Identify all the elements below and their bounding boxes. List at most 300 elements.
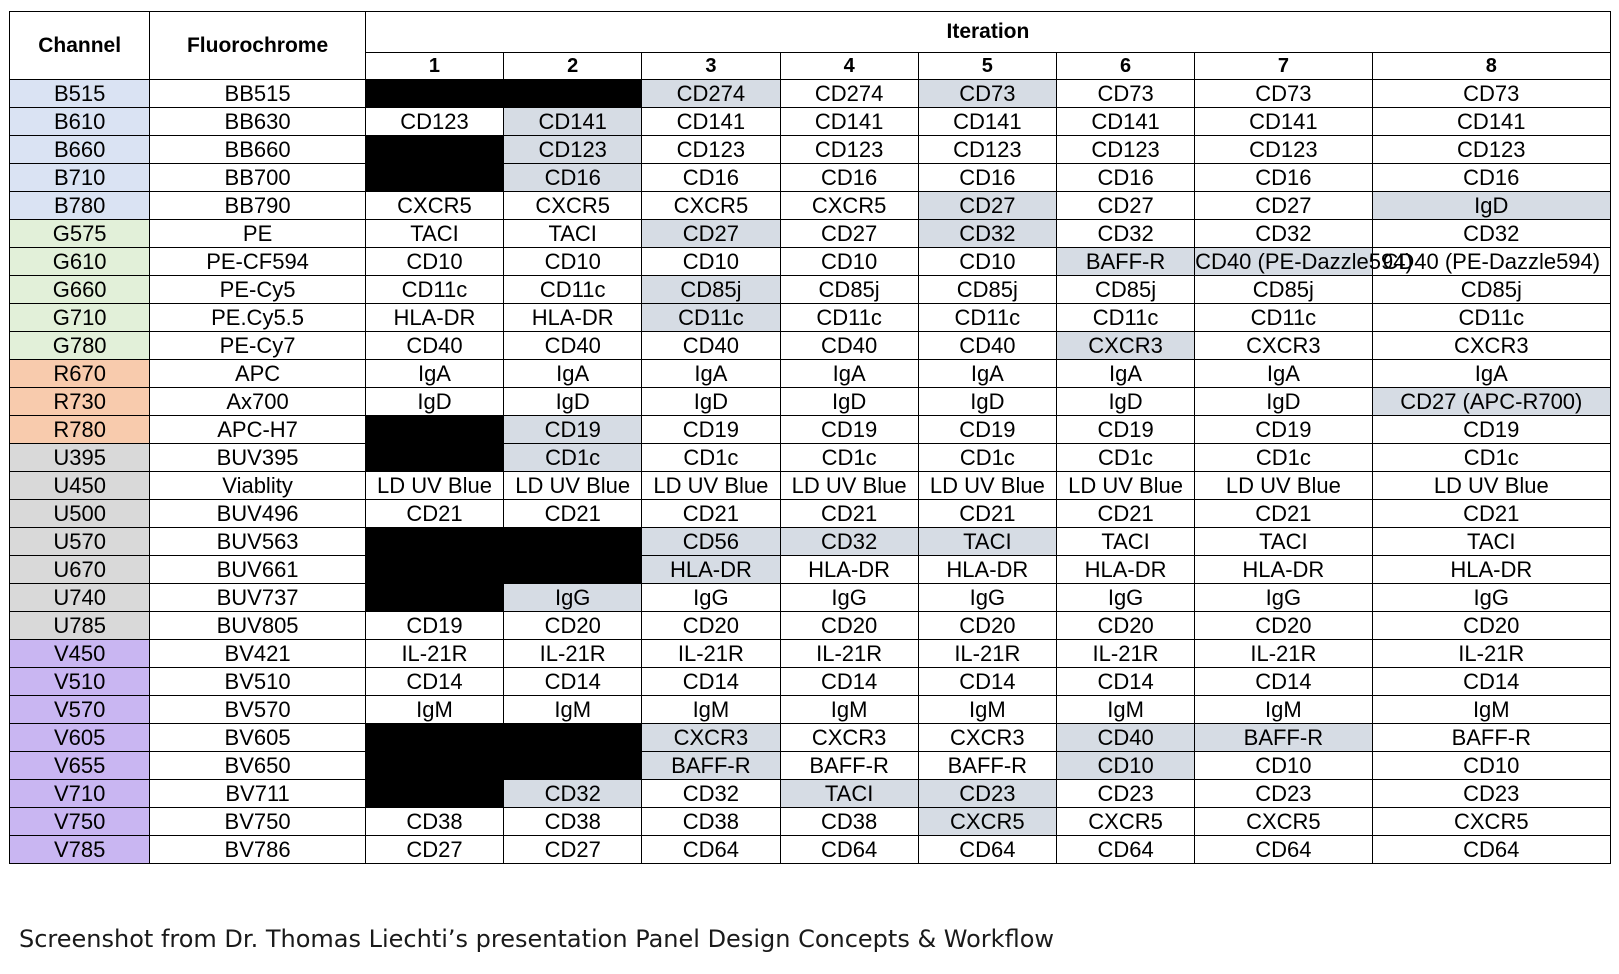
channel-cell: B660	[10, 136, 150, 164]
marker-cell: CD27	[1195, 192, 1372, 220]
fluorochrome-cell: BB630	[150, 108, 366, 136]
fluorochrome-cell: PE-Cy5	[150, 276, 366, 304]
empty-slot-cell	[504, 752, 642, 780]
table-row	[10, 388, 1611, 416]
marker-cell-changed: CD19	[504, 416, 642, 444]
marker-cell: IL-21R	[918, 640, 1056, 668]
fluorochrome-cell: BUV395	[150, 444, 366, 472]
marker-cell-changed: CD40 (PE-Dazzle594)	[1195, 248, 1413, 274]
marker-cell: CD21	[504, 500, 642, 528]
marker-cell-changed: IgD	[1372, 192, 1610, 220]
marker-cell-changed: CD1c	[504, 444, 642, 472]
marker-cell: CD64	[1195, 836, 1372, 864]
marker-cell-changed: CD10	[1056, 752, 1194, 780]
table-row	[10, 80, 1611, 108]
marker-cell: CD10	[918, 248, 1056, 276]
marker-cell: CD27	[780, 220, 918, 248]
marker-cell-changed: CXCR3	[1056, 332, 1194, 360]
marker-cell-changed: HLA-DR	[642, 556, 780, 584]
marker-cell: CD27	[504, 836, 642, 864]
empty-slot-cell	[365, 528, 503, 556]
header-iteration-2: 2	[504, 53, 642, 80]
marker-cell: IgD	[1195, 388, 1372, 416]
fluorochrome-cell: PE	[150, 220, 366, 248]
fluorochrome-cell: BB660	[150, 136, 366, 164]
empty-slot-cell	[365, 780, 503, 808]
marker-cell-changed: BAFF-R	[642, 752, 780, 780]
marker-cell: CD19	[918, 416, 1056, 444]
marker-cell: IgM	[365, 696, 503, 724]
marker-cell: IgM	[504, 696, 642, 724]
marker-cell: IgM	[642, 696, 780, 724]
channel-cell: R730	[10, 388, 150, 416]
empty-slot-cell	[365, 416, 503, 444]
marker-cell: CD16	[918, 164, 1056, 192]
marker-cell: HLA-DR	[504, 304, 642, 332]
fluorochrome-cell: APC-H7	[150, 416, 366, 444]
marker-cell: HLA-DR	[918, 556, 1056, 584]
channel-cell: U570	[10, 528, 150, 556]
header-iteration-5: 5	[918, 53, 1056, 80]
marker-cell: CD21	[1372, 500, 1610, 528]
fluorochrome-cell: BV510	[150, 668, 366, 696]
header-iteration-8: 8	[1372, 53, 1610, 80]
channel-cell: R670	[10, 360, 150, 388]
fluorochrome-cell: BV650	[150, 752, 366, 780]
marker-cell: CD10	[1195, 752, 1372, 780]
marker-cell: LD UV Blue	[1372, 472, 1610, 500]
channel-cell: V655	[10, 752, 150, 780]
marker-cell: CD16	[1195, 164, 1372, 192]
marker-cell: CD123	[1372, 136, 1610, 164]
marker-cell: IgG	[1195, 584, 1372, 612]
table-row	[10, 836, 1611, 864]
fluorochrome-cell: BUV563	[150, 528, 366, 556]
source-caption: Screenshot from Dr. Thomas Liechti’s presentation Panel Design Concepts & Workflow	[19, 925, 1054, 953]
marker-cell-changed: CD85j	[642, 276, 780, 304]
marker-cell: CD14	[642, 668, 780, 696]
header-iteration-7: 7	[1195, 53, 1372, 80]
marker-cell: CD20	[642, 612, 780, 640]
fluorochrome-cell: BB790	[150, 192, 366, 220]
table-row	[10, 248, 1611, 276]
marker-cell: CD1c	[1372, 444, 1610, 472]
marker-cell: CD73	[1056, 80, 1194, 108]
table-row	[10, 752, 1611, 780]
channel-cell: U670	[10, 556, 150, 584]
marker-cell: CD20	[1372, 612, 1610, 640]
fluorochrome-cell: BV421	[150, 640, 366, 668]
marker-cell: CD10	[365, 248, 503, 276]
marker-cell: IgD	[642, 388, 780, 416]
channel-cell: B515	[10, 80, 150, 108]
marker-cell: CD20	[918, 612, 1056, 640]
marker-cell: IgA	[365, 360, 503, 388]
marker-cell: CXCR3	[1195, 332, 1372, 360]
marker-cell: HLA-DR	[365, 304, 503, 332]
channel-cell: V570	[10, 696, 150, 724]
channel-cell: R780	[10, 416, 150, 444]
empty-slot-cell	[504, 80, 642, 108]
marker-cell: LD UV Blue	[780, 472, 918, 500]
marker-cell: IL-21R	[504, 640, 642, 668]
marker-cell: LD UV Blue	[1195, 472, 1372, 500]
table-row	[10, 164, 1611, 192]
marker-cell: IgM	[1195, 696, 1372, 724]
table-header	[10, 12, 1611, 80]
marker-cell: CD141	[1056, 108, 1194, 136]
marker-cell: IgD	[365, 388, 503, 416]
marker-cell: BAFF-R	[918, 752, 1056, 780]
marker-cell: CD16	[1372, 164, 1610, 192]
marker-cell: CD123	[780, 136, 918, 164]
marker-cell: BAFF-R	[780, 752, 918, 780]
marker-cell: IgD	[780, 388, 918, 416]
table-row	[10, 304, 1611, 332]
empty-slot-cell	[504, 556, 642, 584]
marker-cell: LD UV Blue	[918, 472, 1056, 500]
table-row	[10, 192, 1611, 220]
marker-cell: CD123	[1056, 136, 1194, 164]
marker-cell: CD40	[365, 332, 503, 360]
fluorochrome-cell: BUV661	[150, 556, 366, 584]
marker-cell: IgA	[504, 360, 642, 388]
marker-cell: IgM	[1372, 696, 1610, 724]
table-row	[10, 220, 1611, 248]
channel-cell: B710	[10, 164, 150, 192]
table-row	[10, 808, 1611, 836]
marker-cell: CD16	[1056, 164, 1194, 192]
marker-cell: LD UV Blue	[1056, 472, 1194, 500]
fluorochrome-cell: Ax700	[150, 388, 366, 416]
marker-cell: CD1c	[1195, 444, 1372, 472]
marker-cell: IgA	[1195, 360, 1372, 388]
marker-cell: IL-21R	[1056, 640, 1194, 668]
marker-cell-changed: CD16	[504, 164, 642, 192]
channel-cell: G710	[10, 304, 150, 332]
marker-cell: CD141	[918, 108, 1056, 136]
empty-slot-cell	[365, 136, 503, 164]
marker-cell: HLA-DR	[780, 556, 918, 584]
marker-cell: CD32	[642, 780, 780, 808]
marker-cell: CD21	[642, 500, 780, 528]
marker-cell-changed: CD27	[642, 220, 780, 248]
marker-cell: IL-21R	[780, 640, 918, 668]
table-row	[10, 640, 1611, 668]
marker-cell: CXCR5	[780, 192, 918, 220]
table-row	[10, 108, 1611, 136]
table-row	[10, 556, 1611, 584]
fluorochrome-cell: PE-CF594	[150, 248, 366, 276]
marker-cell: TACI	[1372, 528, 1610, 556]
marker-cell-changed: CD141	[504, 108, 642, 136]
marker-cell-changed: CXCR3	[642, 724, 780, 752]
fluorochrome-cell: PE.Cy5.5	[150, 304, 366, 332]
table-row	[10, 416, 1611, 444]
fluorochrome-cell: BV711	[150, 780, 366, 808]
marker-cell: TACI	[1056, 528, 1194, 556]
marker-cell-changed: TACI	[780, 780, 918, 808]
marker-cell: CD14	[1195, 668, 1372, 696]
channel-cell: V785	[10, 836, 150, 864]
marker-cell: CXCR5	[1195, 808, 1372, 836]
header-iteration-1: 1	[365, 53, 503, 80]
marker-cell: IgG	[1056, 584, 1194, 612]
channel-cell: U500	[10, 500, 150, 528]
table-row	[10, 332, 1611, 360]
table-row	[10, 472, 1611, 500]
empty-slot-cell	[365, 724, 503, 752]
marker-cell: IgA	[1056, 360, 1194, 388]
marker-cell-changed: CD32	[918, 220, 1056, 248]
marker-cell: CD20	[504, 612, 642, 640]
marker-cell: IL-21R	[365, 640, 503, 668]
marker-cell: CD11c	[504, 276, 642, 304]
marker-cell: CD14	[780, 668, 918, 696]
header-iteration-3: 3	[642, 53, 780, 80]
marker-cell: CD11c	[918, 304, 1056, 332]
marker-cell: CD16	[780, 164, 918, 192]
marker-cell: CD19	[365, 612, 503, 640]
marker-cell: LD UV Blue	[504, 472, 642, 500]
channel-cell: V605	[10, 724, 150, 752]
marker-cell: CD11c	[1372, 304, 1610, 332]
marker-cell: CD21	[1056, 500, 1194, 528]
fluorochrome-cell: BV570	[150, 696, 366, 724]
marker-cell: CD11c	[1195, 304, 1372, 332]
marker-cell: CD20	[780, 612, 918, 640]
marker-cell: CD1c	[918, 444, 1056, 472]
channel-cell: G575	[10, 220, 150, 248]
panel-design-table-container	[9, 11, 1611, 864]
marker-cell: CD85j	[1195, 276, 1372, 304]
marker-cell: CD19	[1372, 416, 1610, 444]
marker-cell: CD40 (PE-Dazzle594)	[1372, 248, 1610, 276]
marker-cell: CD14	[1372, 668, 1610, 696]
marker-cell: IgG	[1372, 584, 1610, 612]
table-row	[10, 780, 1611, 808]
fluorochrome-cell: PE-Cy7	[150, 332, 366, 360]
fluorochrome-cell: BB700	[150, 164, 366, 192]
marker-cell: CD40	[504, 332, 642, 360]
table-body	[10, 80, 1611, 864]
marker-cell-changed: CD23	[918, 780, 1056, 808]
channel-cell: U395	[10, 444, 150, 472]
marker-cell: IL-21R	[1195, 640, 1372, 668]
marker-cell: CXCR3	[1372, 332, 1610, 360]
header-iteration: Iteration	[365, 12, 1610, 53]
marker-cell: CD64	[780, 836, 918, 864]
marker-cell: CD1c	[780, 444, 918, 472]
fluorochrome-cell: BUV496	[150, 500, 366, 528]
marker-cell: IgM	[918, 696, 1056, 724]
marker-cell: CD11c	[780, 304, 918, 332]
fluorochrome-cell: APC	[150, 360, 366, 388]
marker-cell: CD40	[642, 332, 780, 360]
marker-cell-changed: CD27	[918, 192, 1056, 220]
marker-cell: IgG	[918, 584, 1056, 612]
marker-cell: CD21	[780, 500, 918, 528]
marker-cell: BAFF-R	[1372, 724, 1610, 752]
marker-cell-changed: CD11c	[642, 304, 780, 332]
empty-slot-cell	[365, 164, 503, 192]
marker-cell-changed: CD274	[642, 80, 780, 108]
marker-cell: CD14	[918, 668, 1056, 696]
marker-cell: CXCR5	[504, 192, 642, 220]
marker-cell: CD141	[780, 108, 918, 136]
marker-cell: CD14	[365, 668, 503, 696]
marker-cell: CD20	[1195, 612, 1372, 640]
marker-cell-changed: BAFF-R	[1195, 724, 1372, 752]
marker-cell: IgA	[1372, 360, 1610, 388]
empty-slot-cell	[365, 584, 503, 612]
marker-cell-changed: CD56	[642, 528, 780, 556]
marker-cell: CD19	[642, 416, 780, 444]
marker-cell: CD21	[1195, 500, 1372, 528]
marker-cell: CD10	[1372, 752, 1610, 780]
empty-slot-cell	[365, 444, 503, 472]
marker-cell: HLA-DR	[1056, 556, 1194, 584]
marker-cell: CD73	[1372, 80, 1610, 108]
marker-cell: CD85j	[1372, 276, 1610, 304]
marker-cell: IgA	[642, 360, 780, 388]
marker-cell: CD16	[642, 164, 780, 192]
marker-cell: CD23	[1195, 780, 1372, 808]
table-row	[10, 276, 1611, 304]
marker-cell: CD64	[918, 836, 1056, 864]
channel-cell: B780	[10, 192, 150, 220]
marker-cell: IL-21R	[1372, 640, 1610, 668]
channel-cell: G610	[10, 248, 150, 276]
marker-cell: CD40	[918, 332, 1056, 360]
marker-cell: CD10	[642, 248, 780, 276]
table-row	[10, 360, 1611, 388]
channel-cell: U450	[10, 472, 150, 500]
table-row	[10, 500, 1611, 528]
table-row	[10, 528, 1611, 556]
marker-cell: CD85j	[918, 276, 1056, 304]
marker-cell: CD21	[918, 500, 1056, 528]
marker-cell: CD274	[780, 80, 918, 108]
header-iteration-4: 4	[780, 53, 918, 80]
marker-cell: CD27	[1056, 192, 1194, 220]
fluorochrome-cell: BV605	[150, 724, 366, 752]
marker-cell: CD10	[504, 248, 642, 276]
header-channel: Channel	[10, 12, 150, 80]
marker-cell: TACI	[504, 220, 642, 248]
marker-cell: CD64	[1372, 836, 1610, 864]
marker-cell: CD23	[1056, 780, 1194, 808]
channel-cell: U785	[10, 612, 150, 640]
marker-cell: CD21	[365, 500, 503, 528]
marker-cell: CD123	[365, 108, 503, 136]
channel-cell: G660	[10, 276, 150, 304]
marker-cell: CD123	[918, 136, 1056, 164]
marker-cell: CD10	[780, 248, 918, 276]
marker-cell-changed: CD32	[504, 780, 642, 808]
header-fluorochrome: Fluorochrome	[150, 12, 366, 80]
header-iteration-6: 6	[1056, 53, 1194, 80]
marker-cell: CD1c	[642, 444, 780, 472]
marker-cell: CD1c	[1056, 444, 1194, 472]
channel-cell: B610	[10, 108, 150, 136]
marker-cell: TACI	[1195, 528, 1372, 556]
table-row	[10, 668, 1611, 696]
marker-cell: CD32	[1195, 220, 1372, 248]
marker-cell: CD38	[780, 808, 918, 836]
marker-cell: CD11c	[365, 276, 503, 304]
marker-cell: LD UV Blue	[365, 472, 503, 500]
channel-cell: V710	[10, 780, 150, 808]
marker-cell: CD32	[1372, 220, 1610, 248]
marker-cell: CD141	[642, 108, 780, 136]
marker-cell-changed: CD40	[1056, 724, 1194, 752]
empty-slot-cell	[504, 724, 642, 752]
marker-cell: IgD	[504, 388, 642, 416]
marker-cell-changed: BAFF-R	[1056, 248, 1194, 276]
panel-design-table	[9, 11, 1611, 864]
table-row	[10, 724, 1611, 752]
marker-cell: CD19	[1056, 416, 1194, 444]
fluorochrome-cell: BUV805	[150, 612, 366, 640]
fluorochrome-cell: Viablity	[150, 472, 366, 500]
marker-cell: CD123	[642, 136, 780, 164]
marker-cell-changed: TACI	[918, 528, 1056, 556]
marker-cell: CXCR5	[1056, 808, 1194, 836]
marker-cell: IL-21R	[642, 640, 780, 668]
marker-cell-changed: CD32	[780, 528, 918, 556]
marker-cell: CXCR5	[1372, 808, 1610, 836]
marker-cell: CD64	[1056, 836, 1194, 864]
channel-cell: V750	[10, 808, 150, 836]
marker-cell: CXCR5	[642, 192, 780, 220]
marker-cell: IgG	[642, 584, 780, 612]
table-row	[10, 136, 1611, 164]
marker-cell: CD20	[1056, 612, 1194, 640]
channel-cell: V450	[10, 640, 150, 668]
marker-cell: IgD	[1056, 388, 1194, 416]
marker-cell: CD32	[1056, 220, 1194, 248]
empty-slot-cell	[365, 80, 503, 108]
marker-cell: CD14	[504, 668, 642, 696]
channel-cell: V510	[10, 668, 150, 696]
marker-cell: IgA	[918, 360, 1056, 388]
marker-cell: IgA	[780, 360, 918, 388]
marker-cell: CD141	[1195, 108, 1372, 136]
table-row	[10, 612, 1611, 640]
marker-cell-changed: CD123	[504, 136, 642, 164]
marker-cell: CD73	[1195, 80, 1372, 108]
marker-cell: CD123	[1195, 136, 1372, 164]
fluorochrome-cell: BUV737	[150, 584, 366, 612]
marker-cell: CXCR5	[365, 192, 503, 220]
channel-cell: U740	[10, 584, 150, 612]
empty-slot-cell	[365, 556, 503, 584]
table-row	[10, 696, 1611, 724]
fluorochrome-cell: BV750	[150, 808, 366, 836]
marker-cell: CD38	[365, 808, 503, 836]
marker-cell: CD85j	[780, 276, 918, 304]
marker-cell: CD38	[642, 808, 780, 836]
marker-cell: CD64	[642, 836, 780, 864]
marker-cell: HLA-DR	[1195, 556, 1372, 584]
marker-cell: LD UV Blue	[642, 472, 780, 500]
table-row	[10, 584, 1611, 612]
marker-cell: IgG	[780, 584, 918, 612]
marker-cell-changed: IgG	[504, 584, 642, 612]
fluorochrome-cell: BV786	[150, 836, 366, 864]
marker-cell: CD141	[1372, 108, 1610, 136]
